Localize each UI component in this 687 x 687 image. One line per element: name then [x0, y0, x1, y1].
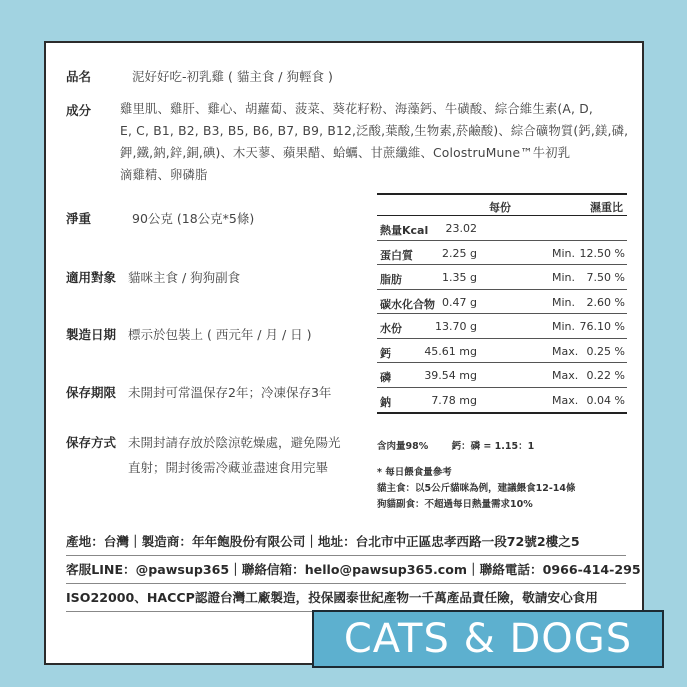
date-value: 標示於包裝上 ( 西元年 / 月 / 日 ) — [128, 327, 312, 342]
ingredients-label: 成分 — [66, 103, 92, 118]
nutrient-amount: 23.02 — [445, 222, 477, 235]
nutrient-name: 脂肪 — [380, 273, 402, 286]
storage-value-line1: 未開封請存放於陰涼乾燥處，避免陽光 — [128, 435, 341, 450]
footer-origin: 產地：台灣｜製造商：年年飽股份有限公司｜地址：台北市中正區忠孝西路一段72號2樓之5 — [66, 534, 580, 549]
nutrient-percent: 76.10 % — [579, 320, 625, 333]
nutrition-row — [377, 265, 627, 290]
nutrient-percent: 0.25 % — [586, 344, 625, 358]
nutrient-amount: 7.78 mg — [431, 393, 477, 407]
feeding-title: * 每日餵食量參考 — [377, 467, 452, 478]
footer-certification: ISO22000、HACCP認證台灣工廠製造，投保國泰世紀產物一千萬產品責任險，敬請安心食用 — [66, 590, 598, 605]
footer-divider — [66, 555, 626, 556]
col-dry-header: 濕重比 — [590, 201, 623, 214]
shelf-value: 未開封可常溫保存2年；冷凍保存3年 — [128, 385, 332, 400]
ingredients-list — [120, 98, 640, 186]
nutrition-row — [377, 363, 627, 388]
date-label: 製造日期 — [66, 327, 117, 342]
ratio-line — [377, 438, 534, 452]
col-serving-header: 每份 — [489, 201, 511, 214]
target-value: 貓咪主食 / 狗狗副食 — [128, 270, 241, 285]
nutrient-amount: 13.70 g — [435, 320, 477, 333]
nutrient-amount: 45.61 mg — [424, 344, 477, 358]
nutrient-name: 熱量Kcal — [380, 224, 429, 237]
nutrient-percent: 2.60 % — [586, 295, 625, 309]
meat-content: 含肉量98% — [377, 441, 429, 452]
weight-value: 90公克 (18公克*5條) — [132, 211, 255, 226]
feeding-cat: 貓主食：以5公斤貓咪為例，建議餵食12-14條 — [377, 483, 576, 494]
nutrient-amount: 1.35 g — [442, 271, 477, 284]
nutrient-qualifier: Max. — [552, 344, 579, 358]
product-label-card — [44, 41, 644, 665]
nutrition-row — [377, 241, 627, 266]
nutrition-row — [377, 216, 627, 241]
brand-banner: CATS & DOGS — [312, 610, 664, 668]
ingredients-line: 滴雞精、卵磷脂 — [120, 168, 208, 182]
nutrition-row — [377, 314, 627, 339]
ingredients-line: 雞里肌、雞肝、雞心、胡蘿蔔、菠菜、葵花籽粉、海藻鈣、牛磺酸、綜合維生素(A, D, — [120, 102, 593, 116]
nutrient-name: 碳水化合物 — [380, 297, 435, 311]
name-value: 泥好好吃-初乳雞 ( 貓主食 / 狗輕食 ) — [132, 69, 333, 84]
nutrition-table-header — [377, 195, 627, 216]
nutrient-amount: 0.47 g — [442, 295, 477, 309]
nutrition-row — [377, 290, 627, 315]
nutrient-percent: 0.22 % — [586, 369, 625, 382]
nutrient-qualifier: Min. — [552, 246, 576, 260]
nutrition-table — [377, 193, 627, 414]
nutrition-row — [377, 388, 627, 413]
storage-value-line2: 直射；開封後需冷藏並盡速食用完畢 — [128, 460, 329, 475]
footer-divider — [66, 583, 626, 584]
nutrient-qualifier: Max. — [552, 393, 579, 407]
shelf-label: 保存期限 — [66, 385, 117, 400]
nutrition-row — [377, 339, 627, 364]
nutrient-name: 鈉 — [380, 395, 391, 409]
storage-label: 保存方式 — [66, 435, 117, 450]
nutrient-percent: 12.50 % — [579, 246, 625, 260]
nutrient-name: 水份 — [380, 322, 402, 335]
name-label: 品名 — [66, 69, 92, 84]
nutrient-name: 蛋白質 — [380, 248, 413, 262]
nutrient-qualifier: Min. — [552, 320, 576, 333]
target-label: 適用對象 — [66, 270, 117, 285]
nutrient-percent: 0.04 % — [586, 393, 625, 407]
nutrient-qualifier: Min. — [552, 271, 576, 284]
nutrient-amount: 2.25 g — [442, 246, 477, 260]
nutrient-name: 鈣 — [380, 346, 391, 360]
nutrient-qualifier: Min. — [552, 295, 576, 309]
nutrient-name: 磷 — [380, 371, 391, 384]
ca-p-ratio: 鈣：磷 = 1.15：1 — [451, 441, 535, 452]
weight-label: 淨重 — [66, 211, 92, 226]
nutrient-qualifier: Max. — [552, 369, 579, 382]
footer-contact: 客服LINE：@pawsup365｜聯絡信箱：hello@pawsup365.com｜聯絡電話：0966-414-295 — [66, 562, 641, 577]
ingredients-line: E, C, B1, B2, B3, B5, B6, B7, B9, B12,泛酸,葉酸,生物素,菸鹼酸)、綜合礦物質(鈣,鎂,磷, — [120, 124, 629, 138]
feeding-dog: 狗貓副食：不超過每日熱量需求10% — [377, 499, 533, 510]
nutrient-percent: 7.50 % — [586, 271, 625, 284]
nutrient-amount: 39.54 mg — [424, 369, 477, 382]
ingredients-line: 鉀,鐵,鈉,鋅,銅,碘)、木天蓼、蘋果醋、蛤蠣、甘蔗纖維、ColostruMune™牛初乳 — [120, 146, 571, 160]
